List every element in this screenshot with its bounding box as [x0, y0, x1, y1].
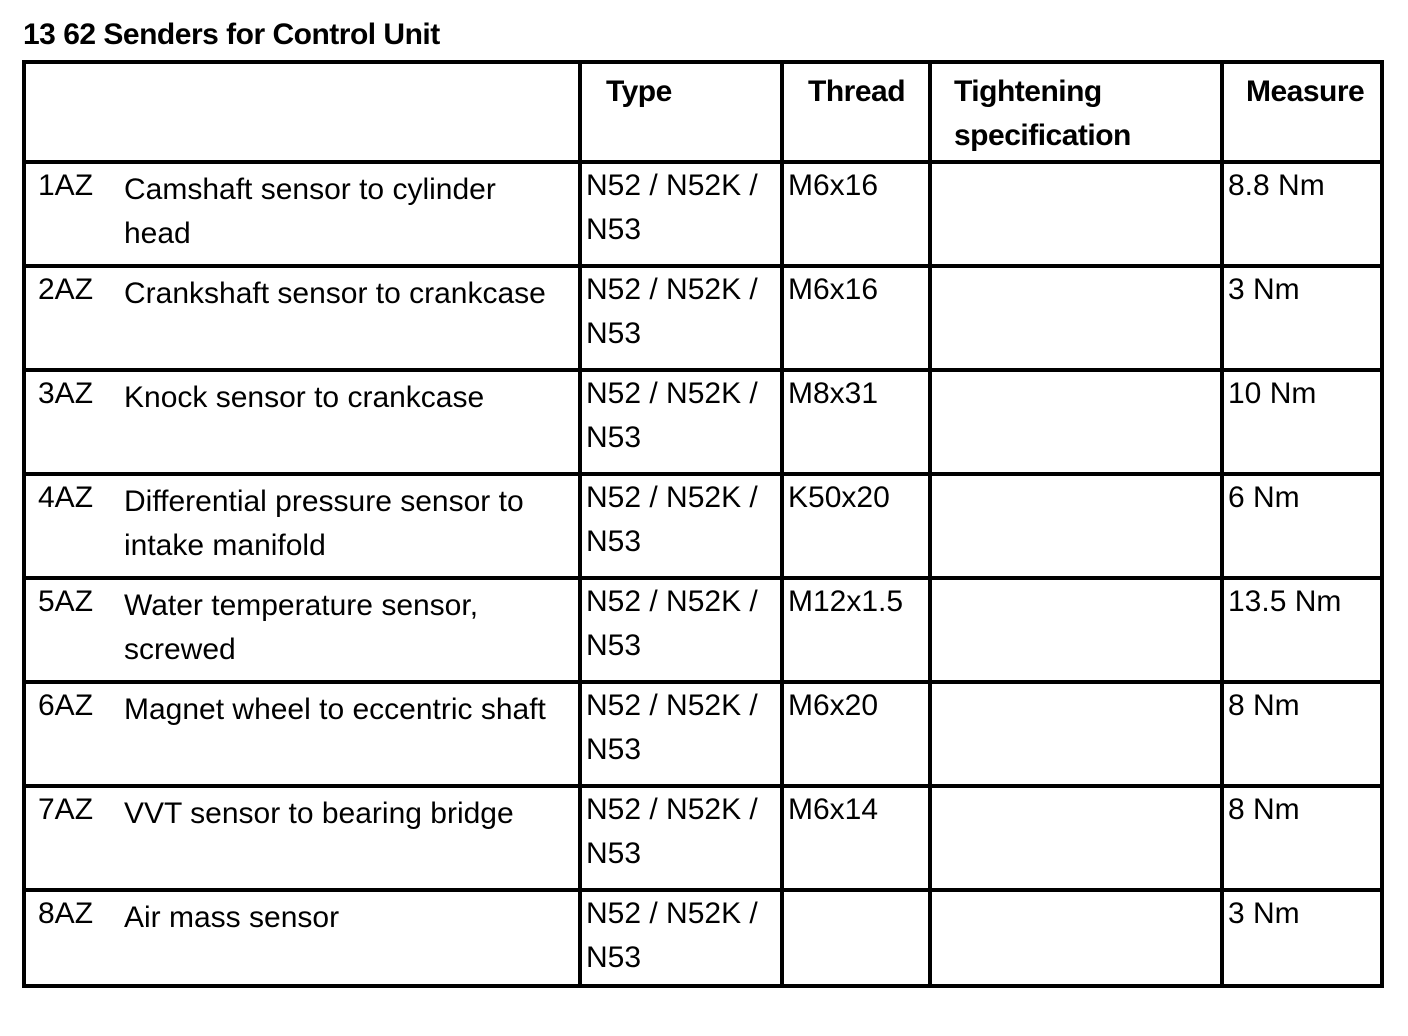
thread-cell [782, 682, 930, 786]
table-row [24, 162, 1382, 266]
row-description: Water temperature sensor, screwed [124, 589, 479, 666]
header-measure: Measure [1222, 62, 1382, 162]
table-header-row [24, 62, 1382, 162]
measure-cell [1222, 162, 1382, 266]
row-thread: K50x20 [788, 481, 890, 514]
type-cell [580, 682, 782, 786]
row-thread: M6x14 [788, 793, 879, 826]
tightening-cell [930, 474, 1222, 578]
description-cell [24, 474, 580, 578]
header-thread: Thread [782, 62, 930, 162]
row-thread: M6x16 [788, 273, 879, 306]
tightening-cell [930, 786, 1222, 890]
row-code: 8AZ [38, 897, 94, 930]
description-cell [24, 266, 580, 370]
thread-cell [782, 162, 930, 266]
row-thread: M12x1.5 [788, 585, 904, 618]
row-type: N52 / N52K / N53 [586, 169, 758, 246]
description-cell [24, 578, 580, 682]
row-measure: 13.5 Nm [1228, 585, 1342, 618]
description-cell [24, 786, 580, 890]
row-measure: 8.8 Nm [1228, 169, 1325, 202]
row-description: Differential pressure sensor to intake manifold [124, 485, 524, 562]
torque-spec-table [22, 60, 1384, 988]
page-title: 13 62 Senders for Control Unit [23, 18, 440, 51]
tightening-cell [930, 682, 1222, 786]
description-cell [24, 682, 580, 786]
row-type: N52 / N52K / N53 [586, 273, 758, 350]
thread-cell [782, 370, 930, 474]
row-code: 7AZ [38, 793, 94, 826]
measure-cell [1222, 370, 1382, 474]
row-measure: 3 Nm [1228, 897, 1300, 930]
row-description: Air mass sensor [124, 901, 340, 934]
tightening-cell [930, 890, 1222, 986]
measure-cell [1222, 682, 1382, 786]
row-description: Camshaft sensor to cylinder head [124, 173, 496, 250]
row-thread: M6x16 [788, 169, 879, 202]
type-cell [580, 890, 782, 986]
row-measure: 6 Nm [1228, 481, 1300, 514]
row-thread: M8x31 [788, 377, 879, 410]
type-cell [580, 474, 782, 578]
table-row [24, 786, 1382, 890]
measure-cell [1222, 786, 1382, 890]
row-thread: M6x20 [788, 689, 879, 722]
row-code: 6AZ [38, 689, 94, 722]
description-cell [24, 370, 580, 474]
row-code: 4AZ [38, 481, 94, 514]
thread-cell [782, 786, 930, 890]
type-cell [580, 370, 782, 474]
type-cell [580, 266, 782, 370]
row-type: N52 / N52K / N53 [586, 585, 758, 662]
measure-cell [1222, 578, 1382, 682]
row-description: Knock sensor to crankcase [124, 381, 485, 414]
tightening-cell [930, 370, 1222, 474]
table-row [24, 474, 1382, 578]
thread-cell [782, 890, 930, 986]
row-description: Magnet wheel to eccentric shaft [124, 693, 546, 726]
table-row [24, 890, 1382, 986]
row-measure: 8 Nm [1228, 793, 1300, 826]
description-cell [24, 890, 580, 986]
row-type: N52 / N52K / N53 [586, 481, 758, 558]
row-measure: 8 Nm [1228, 689, 1300, 722]
description-cell [24, 162, 580, 266]
tightening-cell [930, 578, 1222, 682]
type-cell [580, 786, 782, 890]
table-row [24, 682, 1382, 786]
header-description [24, 62, 580, 162]
table-row [24, 266, 1382, 370]
row-code: 2AZ [38, 273, 94, 306]
tightening-cell [930, 162, 1222, 266]
measure-cell [1222, 266, 1382, 370]
row-code: 1AZ [38, 169, 94, 202]
type-cell [580, 578, 782, 682]
row-code: 3AZ [38, 377, 94, 410]
table-row [24, 370, 1382, 474]
thread-cell [782, 578, 930, 682]
table-row [24, 578, 1382, 682]
row-type: N52 / N52K / N53 [586, 897, 758, 974]
row-measure: 3 Nm [1228, 273, 1300, 306]
row-type: N52 / N52K / N53 [586, 377, 758, 454]
header-type: Type [580, 62, 782, 162]
type-cell [580, 162, 782, 266]
row-type: N52 / N52K / N53 [586, 793, 758, 870]
measure-cell [1222, 890, 1382, 986]
row-description: Crankshaft sensor to crankcase [124, 277, 546, 310]
row-code: 5AZ [38, 585, 94, 618]
header-tightening-specification: Tightening specification [930, 62, 1222, 162]
row-type: N52 / N52K / N53 [586, 689, 758, 766]
row-measure: 10 Nm [1228, 377, 1317, 410]
row-description: VVT sensor to bearing bridge [124, 797, 514, 830]
thread-cell [782, 266, 930, 370]
measure-cell [1222, 474, 1382, 578]
tightening-cell [930, 266, 1222, 370]
thread-cell [782, 474, 930, 578]
